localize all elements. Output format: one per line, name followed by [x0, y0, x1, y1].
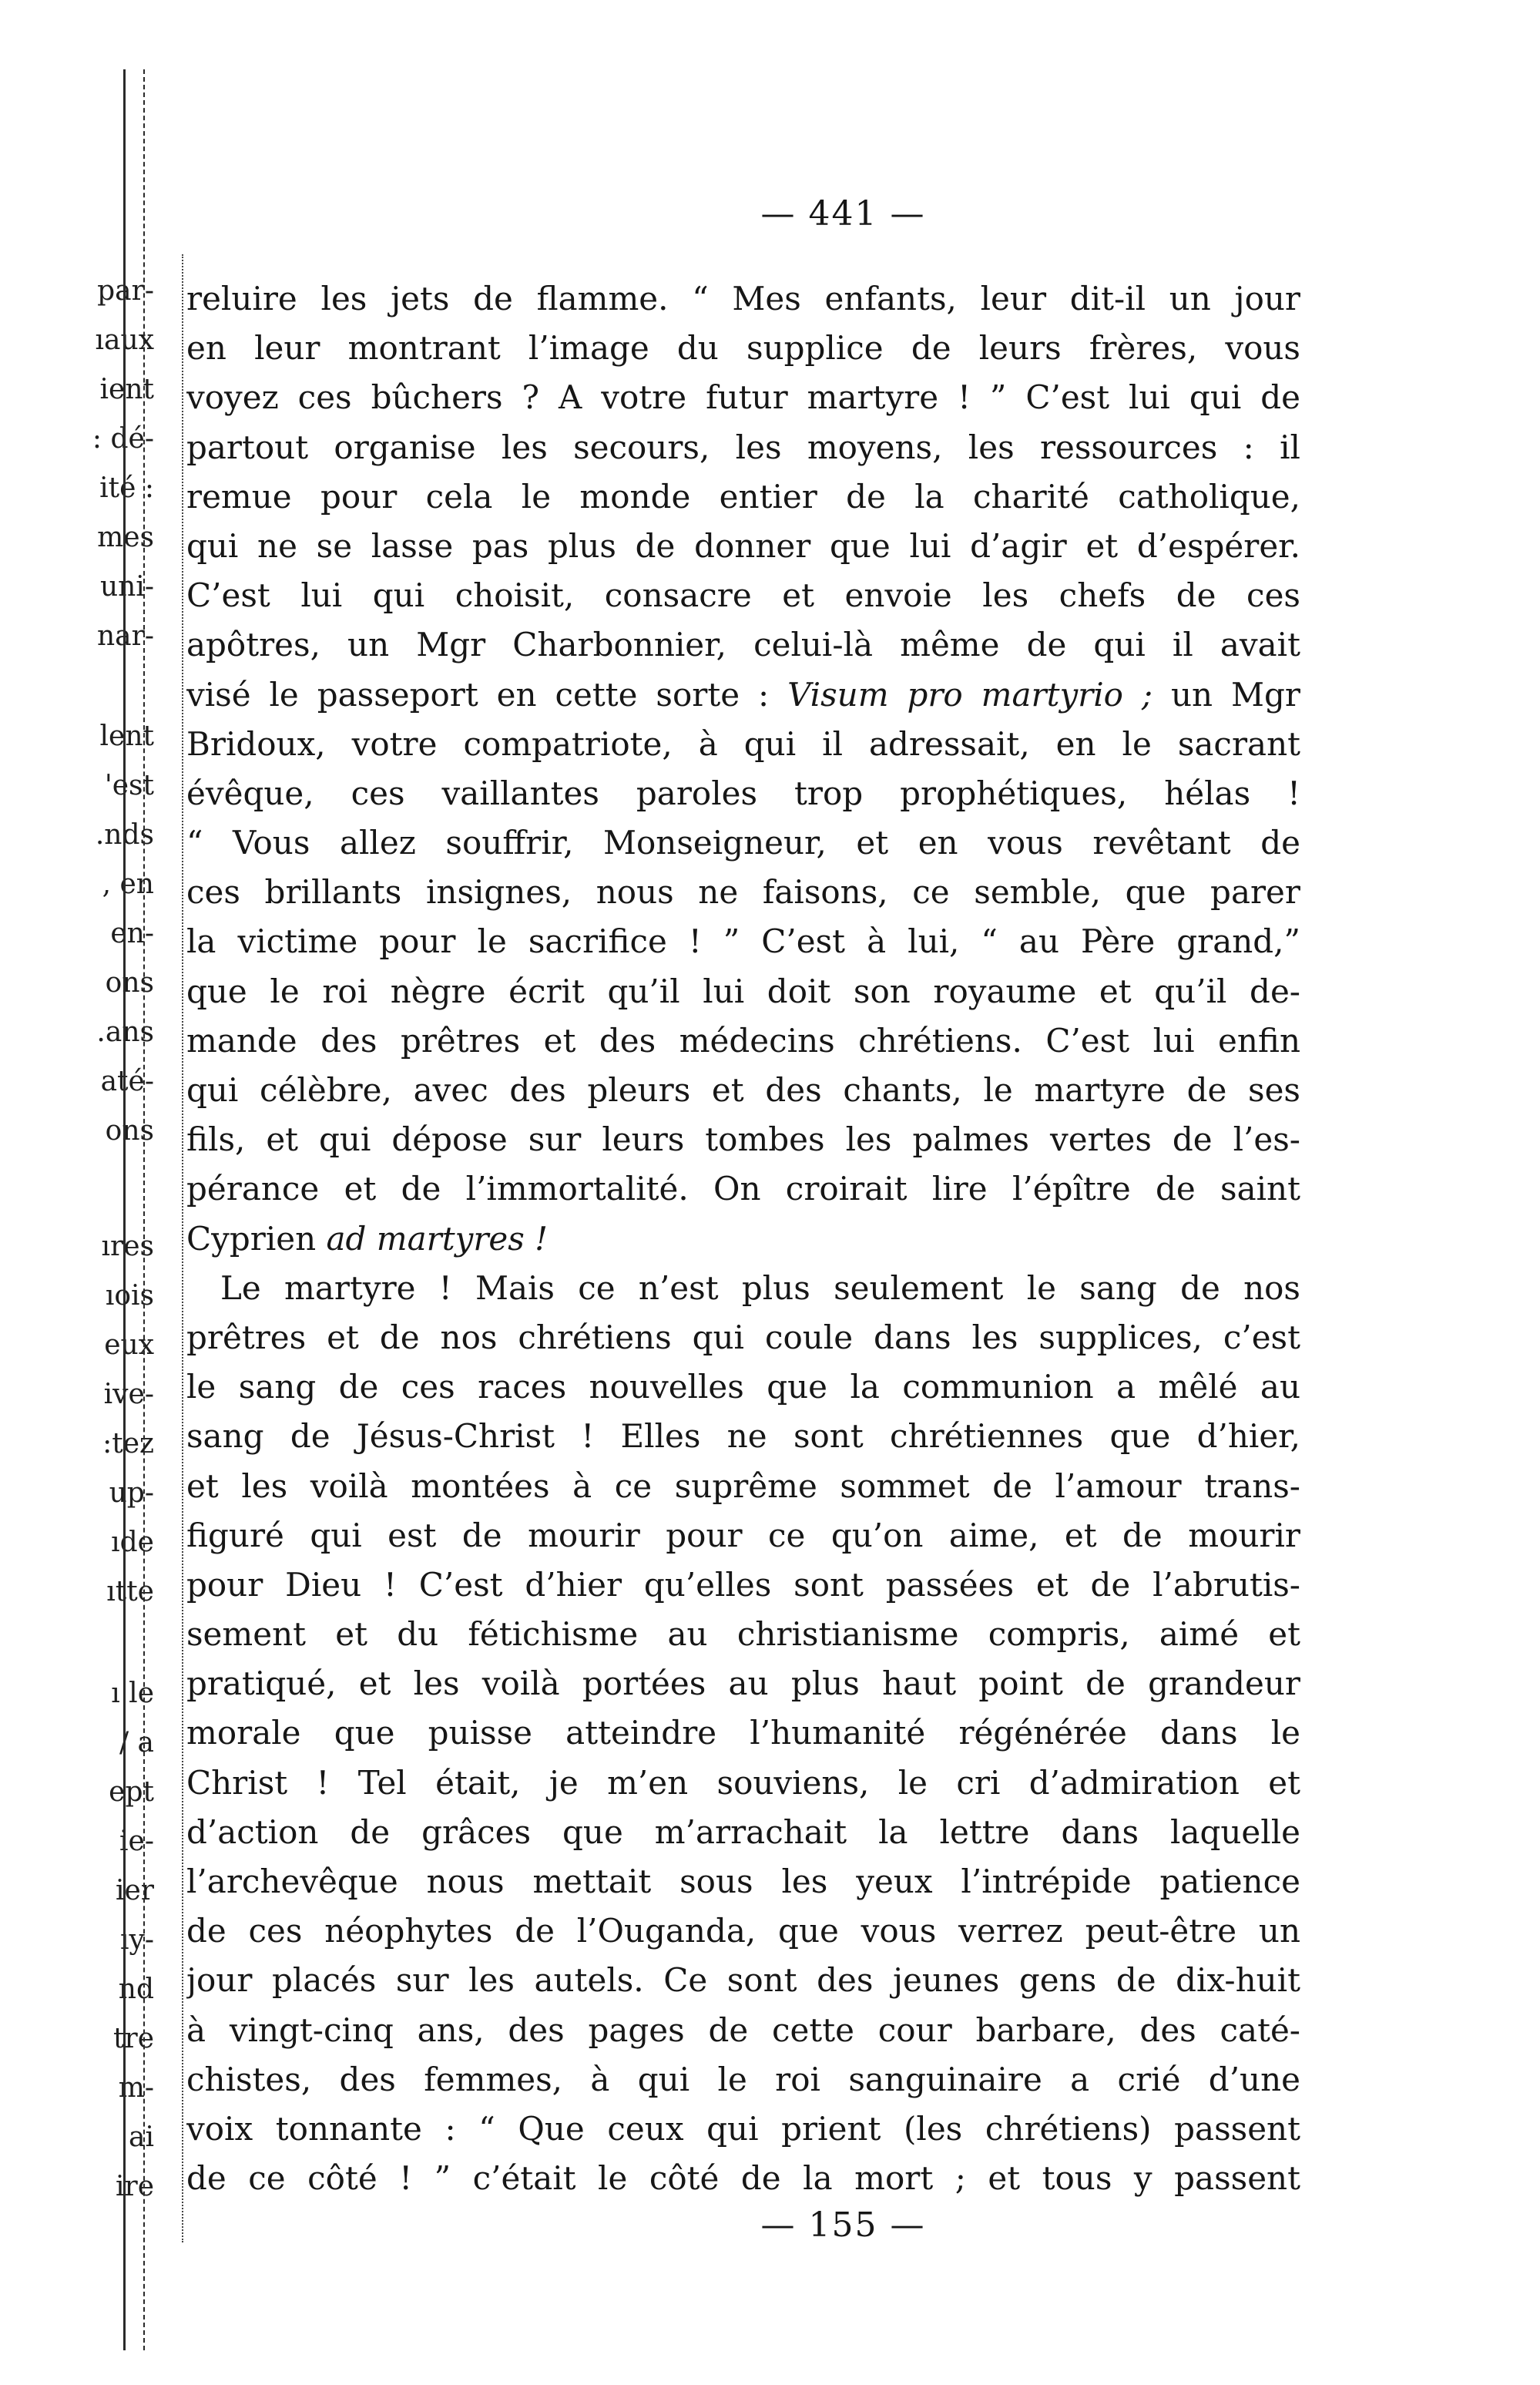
- gutter-line: [182, 254, 183, 2242]
- text-line: Bridoux, votre compatriote, à qui il adressait, en le sacrant: [186, 724, 1300, 763]
- text-line: de ce côté ! ” c’était le côté de la mort ; et tous y passent: [186, 2159, 1300, 2198]
- gutter-line: [123, 69, 126, 2350]
- margin-fragment: par-: [97, 275, 154, 307]
- text-line: apôtres, un Mgr Charbonnier, celui-là même de qui il avait: [186, 626, 1300, 664]
- text-line: visé le passeport en cette sorte : Visum pro martyrio ; un Mgr: [186, 675, 1300, 714]
- margin-fragment: ive-: [103, 1379, 154, 1410]
- text-line: fils, et qui dépose sur leurs tombes les palmes vertes de l’es-: [186, 1120, 1300, 1159]
- text-line: sement et du fétichisme au christianisme compris, aimé et: [186, 1615, 1300, 1654]
- margin-fragment: : dé-: [92, 423, 154, 455]
- text-line: remue pour cela le monde entier de la charité catholique,: [186, 477, 1300, 516]
- margin-fragment: m-: [118, 2072, 154, 2104]
- margin-fragment: tre: [113, 2023, 154, 2054]
- text-line: Cyprien ad martyres !: [186, 1219, 549, 1258]
- text-line: en leur montrant l’image du supplice de leurs frères, vous: [186, 329, 1300, 368]
- margin-fragment: , en: [102, 868, 154, 900]
- text-line: la victime pour le sacrifice ! ” C’est à lui, “ au Père grand,”: [186, 922, 1300, 961]
- text-line: pratiqué, et les voilà portées au plus haut point de grandeur: [186, 1664, 1300, 1703]
- text-line: C’est lui qui choisit, consacre et envoie les chefs de ces: [186, 576, 1300, 615]
- text-line: “ Vous allez souffrir, Monseigneur, et en vous revêtant de: [186, 824, 1300, 862]
- text-line: que le roi nègre écrit qu’il lui doit son royaume et qu’il de-: [186, 972, 1300, 1010]
- margin-fragment: lent: [99, 721, 154, 752]
- margin-fragment: mes: [97, 522, 154, 553]
- text-line: et les voilà montées à ce suprême sommet de l’amour trans-: [186, 1466, 1300, 1505]
- margin-fragment: ıy-: [119, 1924, 154, 1956]
- margin-fragment: ept: [109, 1776, 154, 1808]
- margin-fragment: .ans: [96, 1016, 154, 1048]
- text-line: voix tonnante : “ Que ceux qui prient (les chrétiens) passent: [186, 2109, 1300, 2148]
- margin-fragment: ire: [115, 2171, 154, 2202]
- margin-fragment: ıres: [101, 1231, 154, 1262]
- text-line: qui ne se lasse pas plus de donner que lui d’agir et d’espérer.: [186, 526, 1300, 565]
- text-line: pour Dieu ! C’est d’hier qu’elles sont passées et de l’abrutis-: [186, 1565, 1300, 1604]
- text-line: figuré qui est de mourir pour ce qu’on aime, et de mourir: [186, 1516, 1300, 1554]
- margin-fragment: ai: [129, 2121, 154, 2153]
- page-number-top: — 441 —: [760, 194, 926, 233]
- text-line: de ces néophytes de l’Ouganda, que vous verrez peut-être un: [186, 1912, 1300, 1950]
- margin-fragment: 'est: [104, 770, 154, 801]
- margin-fragment: ité :: [99, 472, 154, 504]
- margin-fragment: ient: [99, 374, 154, 405]
- margin-fragment: ıtte: [106, 1576, 154, 1607]
- margin-fragment: nar-: [96, 620, 154, 652]
- margin-fragment: .nds: [95, 819, 154, 851]
- margin-fragment: ie-: [119, 1826, 154, 1857]
- text-line: à vingt-cinq ans, des pages de cette cour barbare, des caté-: [186, 2010, 1300, 2049]
- text-line: le sang de ces races nouvelles que la communion a mêlé au: [186, 1368, 1300, 1406]
- text-line: morale que puisse atteindre l’humanité régénérée dans le: [186, 1714, 1300, 1752]
- margin-fragment: ı le: [111, 1678, 154, 1709]
- margin-fragment: en-: [110, 918, 154, 949]
- body-text: [186, 274, 1300, 2203]
- margin-fragment: uni-: [99, 571, 154, 603]
- text-line: jour placés sur les autels. Ce sont des jeunes gens de dix-huit: [186, 1961, 1300, 2000]
- text-line: pérance et de l’immortalité. On croirait lire l’épître de saint: [186, 1170, 1300, 1208]
- margin-fragment: até-: [100, 1066, 154, 1097]
- margin-fragment: ons: [105, 967, 154, 999]
- gutter-line: [143, 69, 145, 2350]
- margin-fragment: ier: [115, 1875, 154, 1906]
- margin-fragment: / a: [119, 1727, 154, 1759]
- text-line: voyez ces bûchers ? A votre futur martyre ! ” C’est lui qui de: [186, 378, 1300, 417]
- margin-fragment: ıois: [105, 1280, 154, 1312]
- margin-fragment: eux: [104, 1329, 154, 1361]
- text-line: chistes, des femmes, à qui le roi sanguinaire a crié d’une: [186, 2060, 1300, 2098]
- text-line: l’archevêque nous mettait sous les yeux l’intrépide patience: [186, 1863, 1300, 1900]
- margin-fragment: nd: [118, 1974, 154, 2005]
- margin-fragment: ıde: [111, 1527, 154, 1558]
- text-line: évêque, ces vaillantes paroles trop prophétiques, hélas !: [186, 774, 1300, 812]
- text-line: d’action de grâces que m’arrachait la lettre dans laquelle: [186, 1812, 1300, 1851]
- margin-fragment: ıaux: [95, 324, 154, 356]
- page-number-bottom: — 155 —: [760, 2205, 926, 2245]
- text-line: sang de Jésus-Christ ! Elles ne sont chrétiennes que d’hier,: [186, 1417, 1300, 1456]
- text-line: reluire les jets de flamme. “ Mes enfants, leur dit-il un jour: [186, 280, 1300, 317]
- text-line: ces brillants insignes, nous ne faisons, ce semble, que parer: [186, 873, 1300, 912]
- text-line: Le martyre ! Mais ce n’est plus seulement le sang de nos: [220, 1268, 1300, 1307]
- margin-fragment: :tez: [102, 1428, 154, 1460]
- text-line: partout organise les secours, les moyens, les ressources : il: [186, 428, 1300, 466]
- margin-fragment: up-: [109, 1477, 154, 1509]
- text-line: qui célèbre, avec des pleurs et des chants, le martyre de ses: [186, 1071, 1300, 1109]
- margin-fragment: ons: [105, 1115, 154, 1147]
- text-line: Christ ! Tel était, je m’en souviens, le cri d’admiration et: [186, 1763, 1300, 1802]
- text-line: mande des prêtres et des médecins chrétiens. C’est lui enfin: [186, 1021, 1300, 1060]
- text-line: prêtres et de nos chrétiens qui coule dans les supplices, c’est: [186, 1318, 1300, 1356]
